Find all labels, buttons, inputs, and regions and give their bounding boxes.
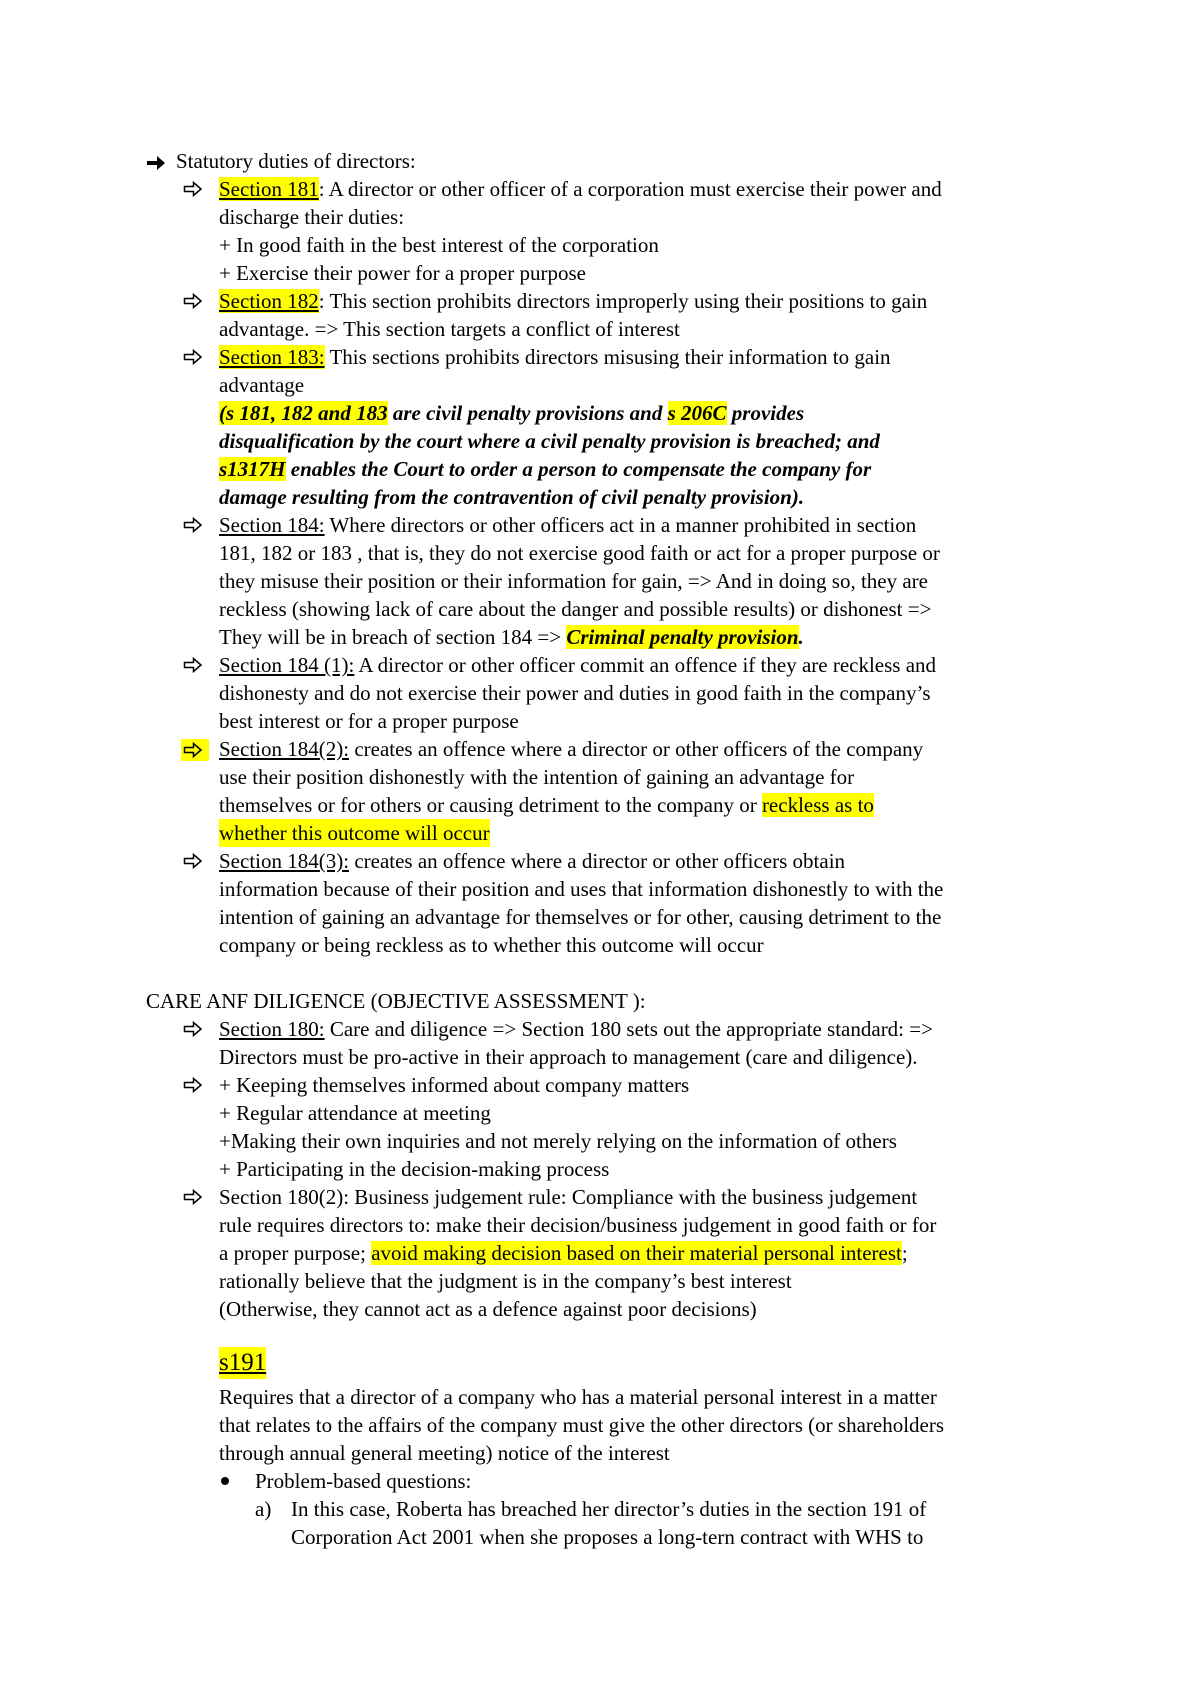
s181-label: Section 181 bbox=[219, 177, 319, 201]
s184-1-line bbox=[219, 651, 936, 679]
s191-line-1: Requires that a director of a company who has a material personal interest in a matter bbox=[219, 1385, 937, 1409]
s180-line bbox=[219, 1015, 933, 1043]
s184-line-2: 181, 182 or 183 , that is, they do not exercise good faith or act for a proper purpose or bbox=[219, 541, 940, 565]
s180-2-line-4: rationally believe that the judgment is in the company’s best interest bbox=[219, 1269, 792, 1293]
s184-2-text: creates an offence where a director or other officers of the company bbox=[349, 737, 924, 761]
s184-3-label: Section 184(3): bbox=[219, 849, 350, 873]
s184-2-text-3: themselves or for others or causing detriment to the company or bbox=[219, 793, 762, 817]
s191-title: s191 bbox=[219, 1347, 266, 1379]
reckless-highlight: reckless as to bbox=[761, 793, 874, 817]
period: . bbox=[798, 625, 804, 649]
hollow-arrow-right-icon bbox=[183, 349, 207, 371]
plus-item-2: + Regular attendance at meeting bbox=[219, 1101, 491, 1125]
problem-a-line-1: In this case, Roberta has breached her director’s duties in the section 191 of bbox=[291, 1497, 927, 1521]
s184-line-4: reckless (showing lack of care about the danger and possible results) or dishonest => bbox=[219, 597, 932, 621]
s184-line-5 bbox=[219, 623, 804, 651]
problem-a-marker: a) bbox=[255, 1497, 272, 1521]
hollow-arrow-right-icon bbox=[183, 853, 207, 875]
s183-line bbox=[219, 343, 891, 371]
s184-2-label: Section 184(2): bbox=[219, 737, 350, 761]
s184-3-line bbox=[219, 847, 845, 875]
care-diligence-heading: CARE ANF DILIGENCE (OBJECTIVE ASSESSMENT ): bbox=[146, 989, 646, 1013]
s191-line-3: through annual general meeting) notice of the interest bbox=[219, 1441, 670, 1465]
civil-penalty-line-4: damage resulting from the contravention of civil penalty provision). bbox=[219, 485, 805, 509]
hollow-arrow-right-icon bbox=[183, 657, 207, 679]
civil-ref-3: s1317H bbox=[219, 457, 286, 481]
s183-text: This sections prohibits directors misusing their information to gain bbox=[324, 345, 891, 369]
s180-label: Section 180: bbox=[219, 1017, 325, 1041]
civil-text-2: provides bbox=[726, 401, 805, 425]
hollow-arrow-right-icon bbox=[181, 739, 209, 761]
s180-2-line-5: (Otherwise, they cannot act as a defence against poor decisions) bbox=[219, 1297, 757, 1321]
s181-text: : A director or other officer of a corporation must exercise their power and bbox=[318, 177, 942, 201]
s184-label: Section 184: bbox=[219, 513, 325, 537]
bullet-icon bbox=[221, 1477, 229, 1485]
hollow-arrow-right-icon bbox=[183, 293, 207, 315]
material-interest-highlight: avoid making decision based on their material personal interest bbox=[371, 1241, 902, 1265]
s184-1-line-3: best interest or for a proper purpose bbox=[219, 709, 519, 733]
civil-text-1: are civil penalty provisions and bbox=[387, 401, 668, 425]
s184-text: Where directors or other officers act in a manner prohibited in section bbox=[324, 513, 917, 537]
s181-line-3: + In good faith in the best interest of the corporation bbox=[219, 233, 659, 257]
civil-penalty-line-2: disqualification by the court where a civil penalty provision is breached; and bbox=[219, 429, 880, 453]
s180-2-line: Section 180(2): Business judgement rule: Compliance with the business judgement bbox=[219, 1185, 918, 1209]
s180-line-2: Directors must be pro-active in their approach to management (care and diligence). bbox=[219, 1045, 918, 1069]
s184-3-text: creates an offence where a director or other officers obtain bbox=[349, 849, 846, 873]
s180-2-line-3 bbox=[219, 1239, 908, 1267]
s184-1-line-2: dishonesty and do not exercise their power and duties in good faith in the company’s bbox=[219, 681, 931, 705]
civil-penalty-line-1 bbox=[219, 399, 804, 427]
hollow-arrow-right-icon bbox=[183, 1077, 207, 1099]
s184-line-3: they misuse their position or their information for gain, => And in doing so, they are bbox=[219, 569, 928, 593]
s184-1-label: Section 184 (1): bbox=[219, 653, 355, 677]
s191-line-2: that relates to the affairs of the company must give the other directors (or shareholders bbox=[219, 1413, 945, 1437]
s182-line-2: advantage. => This section targets a conflict of interest bbox=[219, 317, 680, 341]
civil-penalty-line-3 bbox=[219, 455, 871, 483]
s184-2-line-3 bbox=[219, 791, 874, 819]
civil-ref-1: (s 181, 182 and 183 bbox=[219, 401, 388, 425]
hollow-arrow-right-icon bbox=[183, 517, 207, 539]
s180-2-text-3: a proper purpose; bbox=[219, 1241, 372, 1265]
s184-2-line-4: whether this outcome will occur bbox=[219, 821, 490, 845]
s182-label: Section 182 bbox=[219, 289, 319, 313]
problem-a-line-2: Corporation Act 2001 when she proposes a long-tern contract with WHS to bbox=[291, 1525, 924, 1549]
s182-text: : This section prohibits directors improperly using their positions to gain bbox=[318, 289, 928, 313]
plus-item-1: + Keeping themselves informed about company matters bbox=[219, 1073, 690, 1097]
s183-line-2: advantage bbox=[219, 373, 305, 397]
civil-ref-2: s 206C bbox=[667, 401, 727, 425]
s184-3-line-3: intention of gaining an advantage for themselves or for other, causing detriment to the bbox=[219, 905, 942, 929]
s180-text: Care and diligence => Section 180 sets out the appropriate standard: => bbox=[324, 1017, 933, 1041]
s184-text-5: They will be in breach of section 184 => bbox=[219, 625, 567, 649]
s184-3-line-4: company or being reckless as to whether this outcome will occur bbox=[219, 933, 764, 957]
criminal-penalty-label: Criminal penalty provision bbox=[566, 625, 799, 649]
s184-3-line-2: information because of their position and uses that information dishonestly to with the bbox=[219, 877, 944, 901]
section-heading: Statutory duties of directors: bbox=[176, 149, 416, 173]
civil-text-3: enables the Court to order a person to compensate the company for bbox=[285, 457, 872, 481]
s183-label: Section 183: bbox=[219, 345, 325, 369]
s180-2-line-2: rule requires directors to: make their decision/business judgement in good faith or for bbox=[219, 1213, 937, 1237]
s184-1-text: A director or other officer commit an offence if they are reckless and bbox=[354, 653, 937, 677]
plus-item-3: +Making their own inquiries and not merely relying on the information of others bbox=[219, 1129, 897, 1153]
s181-line-2: discharge their duties: bbox=[219, 205, 405, 229]
problem-heading: Problem-based questions: bbox=[255, 1469, 472, 1493]
arrow-right-bold-icon bbox=[146, 153, 170, 175]
hollow-arrow-right-icon bbox=[183, 1021, 207, 1043]
hollow-arrow-right-icon bbox=[183, 181, 207, 203]
s184-2-line bbox=[219, 735, 923, 763]
semicolon: ; bbox=[901, 1241, 908, 1265]
s182-line bbox=[219, 287, 927, 315]
hollow-arrow-right-icon bbox=[183, 1189, 207, 1211]
s184-line bbox=[219, 511, 916, 539]
s184-2-line-2: use their position dishonestly with the intention of gaining an advantage for bbox=[219, 765, 855, 789]
s181-line-4: + Exercise their power for a proper purpose bbox=[219, 261, 586, 285]
s181-line bbox=[219, 175, 942, 203]
plus-item-4: + Participating in the decision-making process bbox=[219, 1157, 610, 1181]
